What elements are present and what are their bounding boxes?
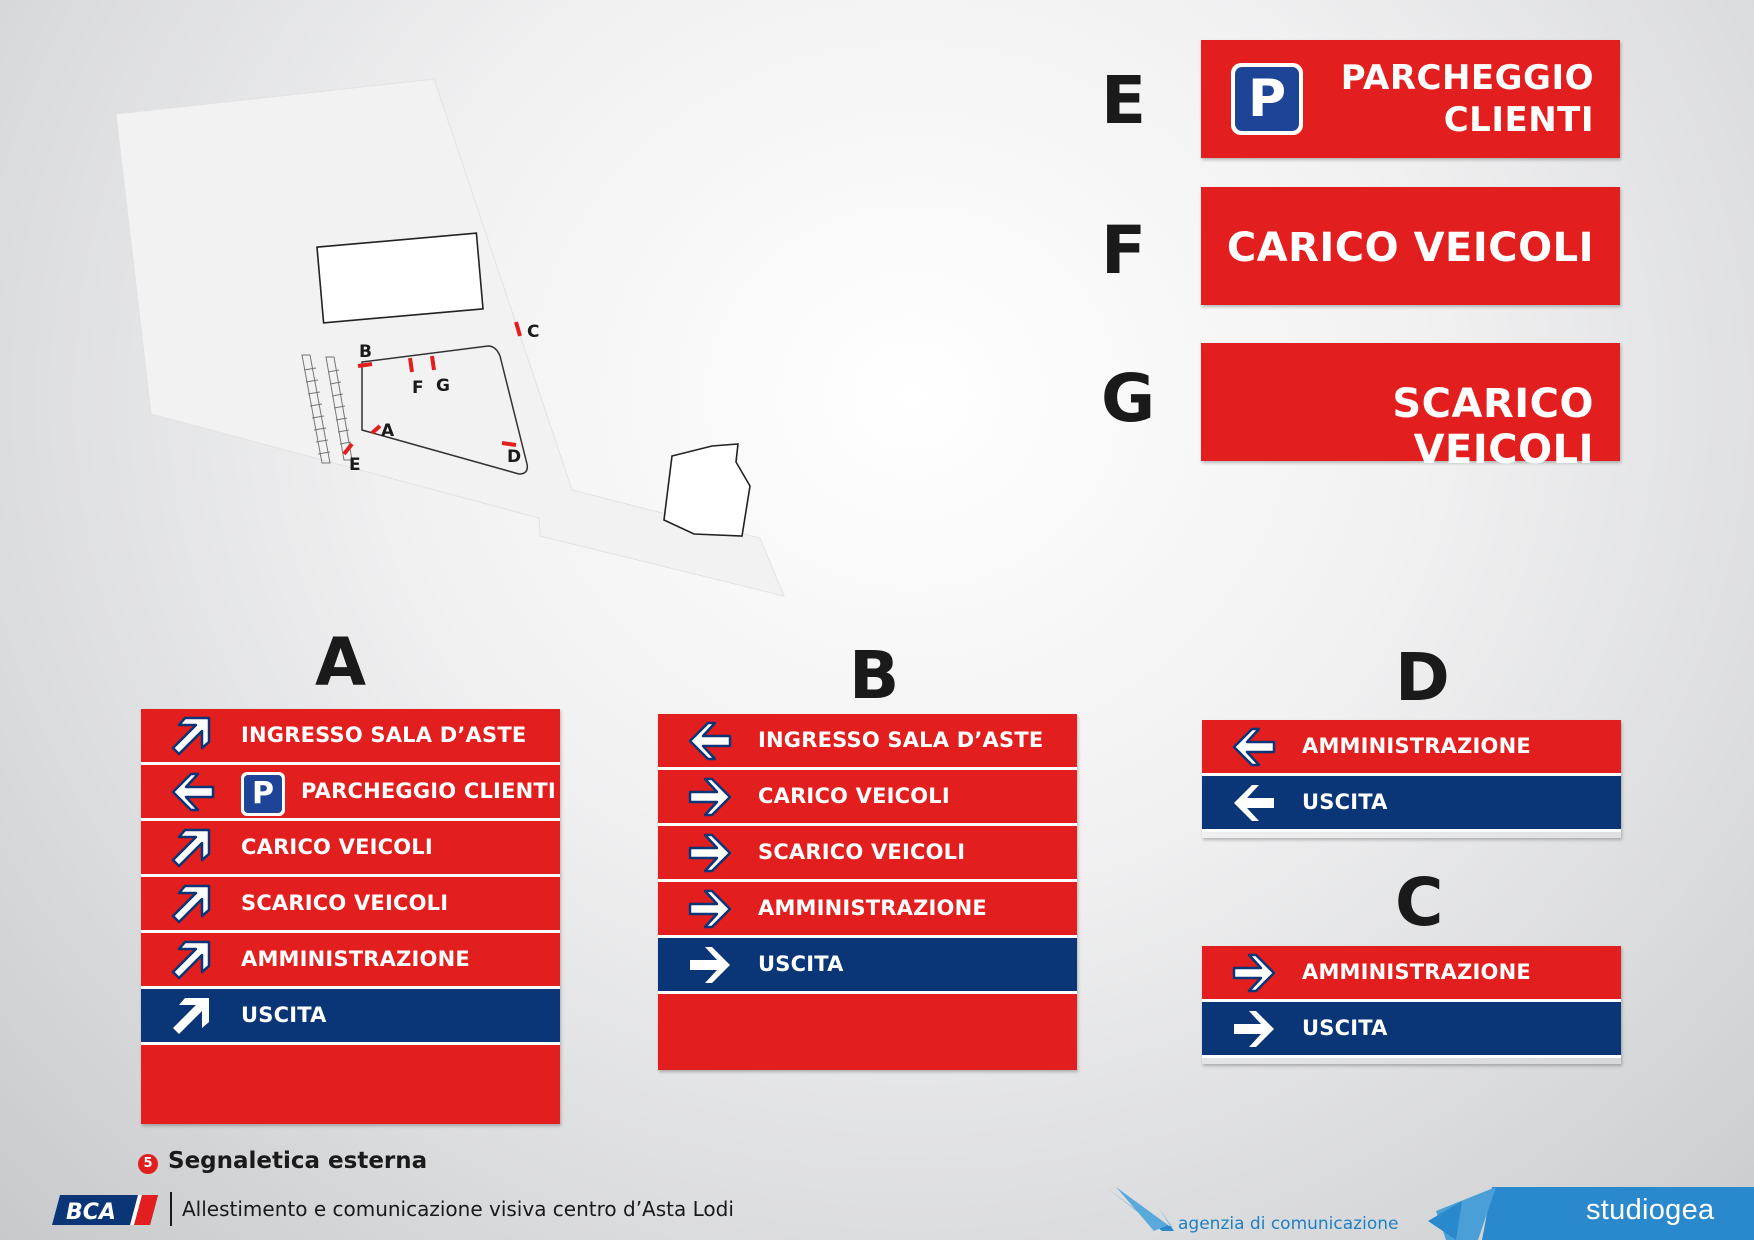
parking-symbol: P <box>244 775 282 813</box>
parking-icon <box>241 772 285 816</box>
map-label-d: D <box>507 447 522 467</box>
sign-d-row-0 <box>1202 720 1621 776</box>
map-label-c: C <box>527 322 540 342</box>
sign-panel-g <box>1201 343 1620 473</box>
sign-letter-g: G <box>1101 360 1156 437</box>
sign-a-row-3 <box>141 877 560 933</box>
sign-panel-b <box>658 714 1077 1070</box>
sign-d-row-1 <box>1202 776 1621 832</box>
secondary-building <box>664 444 750 536</box>
sign-c-row-1 <box>1202 1002 1621 1058</box>
totem-letter-d: D <box>1395 639 1450 716</box>
section-number-badge: 5 <box>138 1154 158 1174</box>
sign-row-label: AMMINISTRAZIONE <box>241 947 470 971</box>
parking-symbol: P <box>1235 67 1299 131</box>
sign-panel-f <box>1201 187 1620 305</box>
sign-letter-e: E <box>1101 62 1147 139</box>
sign-b-row-0 <box>658 714 1077 770</box>
agency-tagline: agenzia di comunicazione <box>1178 1214 1399 1234</box>
totem-letter-b: B <box>849 637 900 714</box>
totem-letter-a: A <box>315 624 367 701</box>
sign-panel-a <box>141 709 560 1124</box>
sign-row-label: CARICO VEICOLI <box>241 835 433 859</box>
sign-b-row-2 <box>658 826 1077 882</box>
sign-panel-e <box>1201 40 1620 158</box>
sign-b-row-3 <box>658 882 1077 938</box>
marker-b <box>358 364 372 366</box>
sign-row-label: INGRESSO SALA D’ASTE <box>241 723 527 747</box>
sign-a-row-0 <box>141 709 560 765</box>
sign-a-row-6 <box>141 1045 560 1124</box>
marker-d <box>502 443 516 445</box>
sign-a-row-4 <box>141 933 560 989</box>
sign-row-label: PARCHEGGIO CLIENTI <box>301 779 556 803</box>
sign-row-label: SCARICO VEICOLI <box>241 891 449 915</box>
section-title: Segnaletica esterna <box>168 1148 428 1174</box>
sign-text-g: SCARICO VEICOLI <box>1392 381 1594 473</box>
sign-letter-f: F <box>1101 212 1147 289</box>
map-label-e: E <box>349 455 361 475</box>
sign-row-label: AMMINISTRAZIONE <box>1302 734 1531 758</box>
marker-g <box>432 356 434 370</box>
sign-row-label: AMMINISTRAZIONE <box>1302 960 1531 984</box>
map-label-f: F <box>412 378 424 398</box>
agency-name: studiogea <box>1586 1194 1715 1226</box>
sign-text-e-line2: CLIENTI <box>1443 100 1594 140</box>
sign-text-e-line1: PARCHEGGIO <box>1340 58 1594 98</box>
sign-row-label: USCITA <box>241 1003 327 1027</box>
sign-b-row-4 <box>658 938 1077 994</box>
sign-panel-c <box>1202 946 1621 1064</box>
bca-logo <box>52 1193 160 1227</box>
sign-a-row-5 <box>141 989 560 1045</box>
sign-b-row-5 <box>658 994 1077 1070</box>
sign-row-label: AMMINISTRAZIONE <box>758 896 987 920</box>
sign-row-label: USCITA <box>1302 1016 1388 1040</box>
sign-panel-d <box>1202 720 1621 838</box>
sign-a-row-1 <box>141 765 560 821</box>
footer-divider <box>170 1192 172 1226</box>
map-label-b: B <box>359 342 372 362</box>
footer-subtitle: Allestimento e comunicazione visiva centro d’Asta Lodi <box>182 1197 734 1221</box>
map-label-a: A <box>381 421 395 441</box>
sign-a-row-2 <box>141 821 560 877</box>
parking-icon <box>1231 63 1303 135</box>
site-map <box>100 70 820 610</box>
sign-row-label: SCARICO VEICOLI <box>758 840 966 864</box>
sign-row-label: CARICO VEICOLI <box>758 784 950 808</box>
totem-letter-c: C <box>1395 864 1444 941</box>
sign-b-row-1 <box>658 770 1077 826</box>
map-label-g: G <box>436 376 450 396</box>
sign-row-label: USCITA <box>1302 790 1388 814</box>
sign-row-label: USCITA <box>758 952 844 976</box>
sign-row-label: INGRESSO SALA D’ASTE <box>758 728 1044 752</box>
marker-f <box>410 358 412 372</box>
bca-logo-text: BCA <box>66 1200 116 1225</box>
sign-c-row-0 <box>1202 946 1621 1002</box>
main-building <box>317 233 483 323</box>
sign-text-f: CARICO VEICOLI <box>1226 225 1594 271</box>
